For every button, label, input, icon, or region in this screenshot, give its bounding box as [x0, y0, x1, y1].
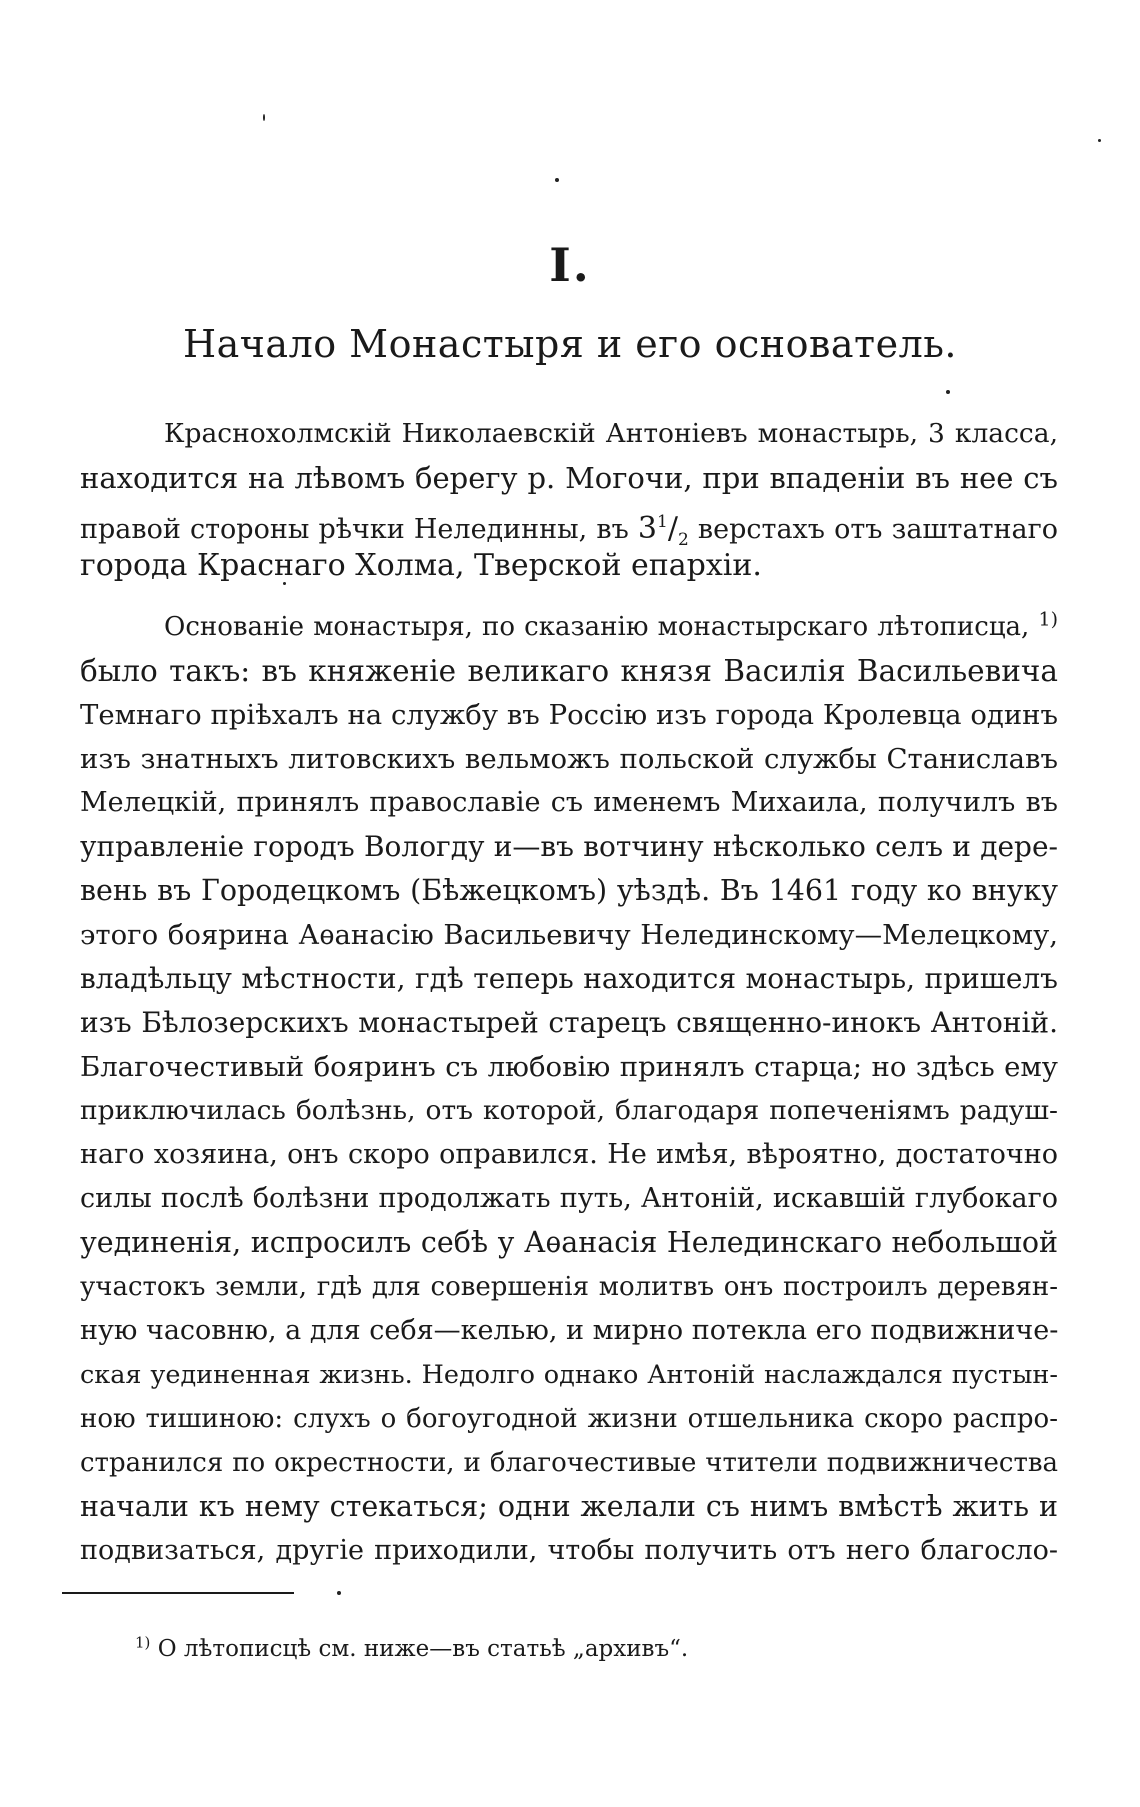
distance-fraction: $3^1/_2$ [637, 511, 689, 550]
text-line: ною тишиною: слухъ о богоугодной жизни отшельника скоро распро- [80, 1404, 1058, 1434]
footnote-mark: 1) [135, 1633, 151, 1652]
text-line: ную часовню, а для себя—келью, и мирно потекла его подвижниче- [80, 1315, 1059, 1346]
text-fragment: правой стороны рѣчки Нелединны, въ [80, 514, 629, 545]
text-line: странился по окрестности, и благочестивые чтители подвижничества [80, 1448, 1058, 1478]
text-line: изъ Бѣлозерскихъ монастырей старецъ священно-инокъ Антоній. [80, 1006, 1058, 1039]
paragraph-2 [80, 605, 1058, 1573]
text-line: находится на лѣвомъ берегу р. Могочи, при впаденіи въ нее съ [80, 461, 1058, 495]
text-fragment: верстахъ отъ заштатнаго [697, 514, 1058, 545]
distance-numerator: 1 [657, 512, 668, 532]
text-line: подвизаться, другіе приходили, чтобы получить отъ него благосло- [80, 1535, 1058, 1566]
footnote-reference: 1) [1038, 608, 1058, 631]
footnote-divider [62, 1592, 294, 1594]
text-line: приключилась болѣзнь, отъ которой, благодаря попеченіямъ радуш- [80, 1095, 1058, 1126]
text-line: Краснохолмскій Николаевскій Антоніевъ монастырь, 3 класса, [164, 418, 1058, 449]
text-line: города Краснаго Холма, Тверской епархіи. [80, 548, 762, 583]
text-line: силы послѣ болѣзни продолжать путь, Антоній, искавшій глубокаго [80, 1183, 1058, 1214]
text-line: владѣльцу мѣстности, гдѣ теперь находится монастырь, пришелъ [80, 962, 1058, 995]
distance-denominator: 2 [677, 530, 689, 550]
text-line: наго хозяина, онъ скоро оправился. Не имѣя, вѣроятно, достаточно [80, 1139, 1058, 1170]
text-line: этого боярина Аѳанасію Васильевичу Нелединскому—Мелецкому, [80, 919, 1058, 951]
footnote-text: О лѣтописцѣ см. ниже—въ статьѣ „архивъ“. [157, 1636, 689, 1662]
text-line: управленіе городъ Вологду и—въ вотчину нѣсколько селъ и дере- [80, 830, 1058, 863]
text-line [80, 500, 1058, 550]
text-line: уединенія, испросилъ себѣ у Аѳанасія Нелединскаго небольшой [80, 1226, 1058, 1259]
text-line: ская уединенная жизнь. Недолго однако Антоній наслаждался пустын- [80, 1360, 1058, 1390]
text-line [80, 605, 1058, 649]
text-line: Темнаго пріѣхалъ на службу въ Россію изъ города Кролевца одинъ [80, 699, 1058, 731]
distance-whole: 3 [637, 511, 657, 546]
scan-speck [1098, 139, 1101, 142]
text-line: Мелецкій, принялъ православіе съ именемъ Михаила, получилъ въ [80, 787, 1058, 818]
scan-speck [555, 178, 559, 182]
footnote [135, 1634, 688, 1664]
text-line: вень въ Городецкомъ (Бѣжецкомъ) уѣздѣ. Въ 1461 году ко внуку [80, 874, 1058, 907]
text-line: было такъ: въ княженіе великаго князя Василія Васильевича [80, 654, 1058, 688]
paragraph-1 [80, 412, 1058, 588]
scan-speck [337, 1591, 341, 1595]
scan-speck [946, 390, 950, 394]
text-line: начали къ нему стекаться; одни желали съ нимъ вмѣстѣ жить и [80, 1490, 1058, 1523]
text-line: изъ знатныхъ литовскихъ вельможъ польской службы Станиславъ [80, 743, 1058, 775]
scan-speck [263, 114, 265, 121]
text-line: участокъ земли, гдѣ для совершенія молитвъ онъ построилъ деревян- [80, 1272, 1058, 1302]
text-fragment: Основаніе монастыря, по сказанію монастырскаго лѣтописца, [164, 612, 1030, 642]
text-line: Благочестивый бояринъ съ любовію принялъ старца; но здѣсь ему [80, 1051, 1058, 1083]
chapter-title: Начало Монастыря и его основатель. [183, 322, 957, 366]
chapter-number: I. [549, 238, 591, 292]
